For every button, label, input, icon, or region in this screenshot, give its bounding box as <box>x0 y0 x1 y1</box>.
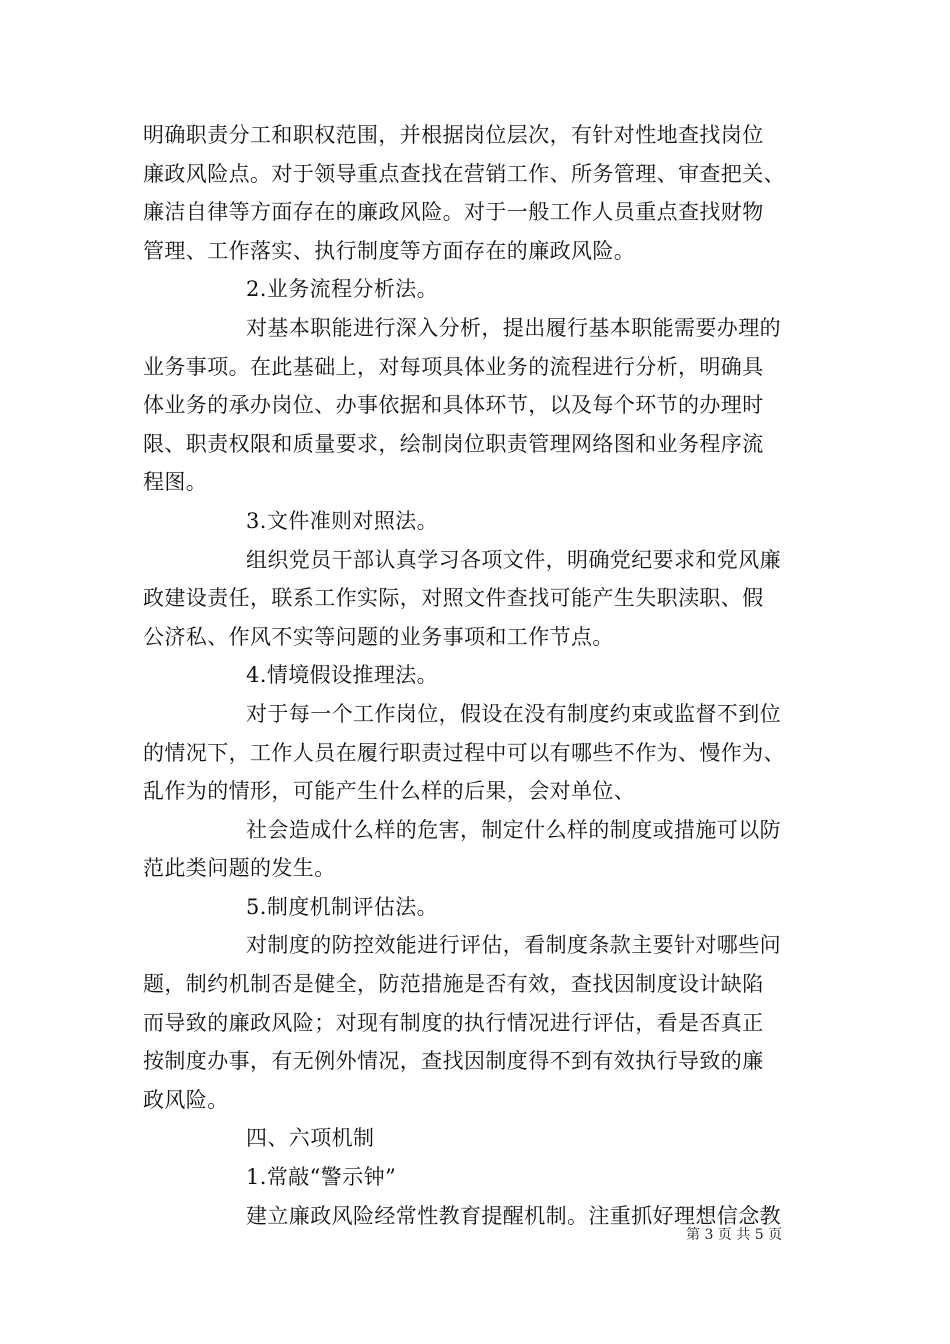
text-line: 5.制度机制评估法。 <box>246 894 439 919</box>
text-line: 范此类问题的发生。 <box>143 856 336 881</box>
text-line: 社会造成什么样的危害，制定什么样的制度或措施可以防 <box>246 817 781 842</box>
text-line: 四、六项机制 <box>246 1126 375 1151</box>
text-line: 廉洁自律等方面存在的廉政风险。对于一般工作人员重点查找财物 <box>143 200 764 225</box>
text-line: 限、职责权限和质量要求，绘制岗位职责管理网络图和业务程序流 <box>143 431 764 456</box>
text-line: 对制度的防控效能进行评估，看制度条款主要针对哪些问 <box>246 933 781 958</box>
text-line: 而导致的廉政风险；对现有制度的执行情况进行评估，看是否真正 <box>143 1010 764 1035</box>
document-body <box>143 116 833 1235</box>
text-line: 4.情境假设推理法。 <box>246 663 439 688</box>
text-line: 体业务的承办岗位、办事依据和具体环节，以及每个环节的办理时 <box>143 393 764 418</box>
page-number-footer: 第 3 页 共 5 页 <box>686 1227 783 1243</box>
text-line: 明确职责分工和职权范围，并根据岗位层次，有针对性地查找岗位 <box>143 123 764 147</box>
text-line: 题，制约机制否是健全，防范措施是否有效，查找因制度设计缺陷 <box>143 972 764 997</box>
text-line: 程图。 <box>143 470 208 495</box>
text-line: 1.常敲“警示钟” <box>246 1165 397 1190</box>
text-line: 2.业务流程分析法。 <box>246 277 439 302</box>
text-line: 业务事项。在此基础上，对每项具体业务的流程进行分析，明确具 <box>143 354 764 379</box>
text-line: 组织党员干部认真学习各项文件，明确党纪要求和党风廉 <box>246 547 781 572</box>
text-line: 建立廉政风险经常性教育提醒机制。注重抓好理想信念教 <box>246 1203 781 1228</box>
text-line: 对基本职能进行深入分析，提出履行基本职能需要办理的 <box>246 315 781 340</box>
text-line: 按制度办事，有无例外情况，查找因制度得不到有效执行导致的廉 <box>143 1049 764 1074</box>
text-line: 廉政风险点。对于领导重点查找在营销工作、所务管理、审查把关、 <box>143 161 785 186</box>
text-line: 政风险。 <box>143 1087 229 1112</box>
text-line: 公济私、作风不实等问题的业务事项和工作节点。 <box>143 624 614 649</box>
text-line: 乱作为的情形，可能产生什么样的后果，会对单位、 <box>143 779 636 804</box>
text-line: 的情况下，工作人员在履行职责过程中可以有哪些不作为、慢作为、 <box>143 740 785 765</box>
text-line: 管理、工作落实、执行制度等方面存在的廉政风险。 <box>143 238 636 263</box>
text-line: 政建设责任，联系工作实际，对照文件查找可能产生失职渎职、假 <box>143 586 764 611</box>
text-line: 3.文件准则对照法。 <box>246 508 439 533</box>
text-line: 对于每一个工作岗位，假设在没有制度约束或监督不到位 <box>246 701 781 726</box>
